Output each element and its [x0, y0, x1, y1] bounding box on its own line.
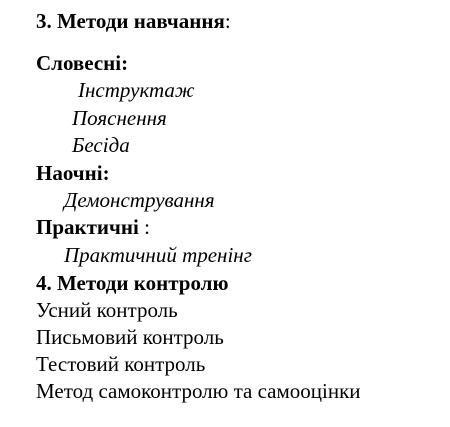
method-conversation: Бесіда	[72, 133, 130, 157]
section-3-heading-text: 3. Методи навчання	[36, 9, 225, 33]
control-written: Письмовий контроль	[36, 325, 224, 349]
section-4-heading: 4. Методи контролю	[36, 271, 229, 295]
section-3-heading	[36, 8, 231, 34]
group-practical-title	[36, 214, 150, 240]
group-practical-title-colon: :	[138, 215, 150, 239]
section-3-heading-colon: :	[224, 9, 231, 33]
method-practical-training: Практичний тренінг	[64, 243, 252, 267]
control-self-assessment: Метод самоконтролю та самооцінки	[36, 379, 361, 403]
control-test: Тестовий контроль	[36, 352, 206, 376]
group-verbal-title: Словесні:	[36, 51, 129, 75]
control-oral: Усний контроль	[36, 298, 178, 322]
method-explanation: Пояснення	[72, 106, 167, 130]
method-instruction: Інструктаж	[78, 78, 195, 102]
group-visual-title: Наочні:	[36, 161, 110, 185]
group-practical-title-text: Практичні	[36, 215, 139, 239]
method-demonstration: Демонстрування	[64, 188, 215, 212]
